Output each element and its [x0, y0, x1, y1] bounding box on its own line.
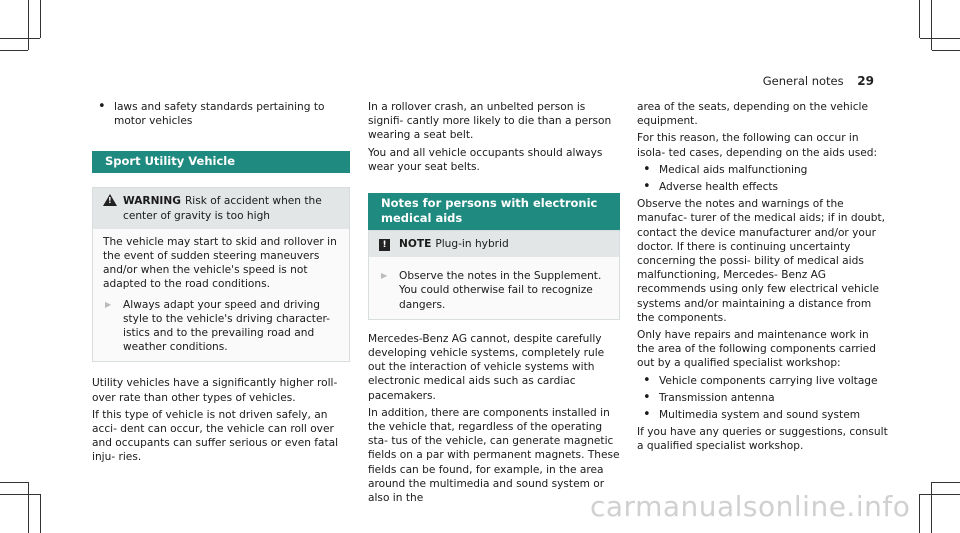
page-number: 29	[857, 74, 874, 88]
crop-mark	[931, 0, 932, 50]
paragraph: Utility vehicles have a significantly higher roll- over rate than other types of vehicles.	[92, 377, 338, 404]
section-title: Notes for persons with electronic medical aids	[368, 193, 620, 230]
note-body	[369, 257, 619, 319]
list-item: • Medical aids malfunctioning	[637, 163, 889, 177]
paragraph: Only have repairs and maintenance work in the area of the following components carried out by a qualified specialist workshop:	[637, 329, 876, 370]
list-item: • Vehicle components carrying live voltage	[637, 374, 889, 388]
note-box	[368, 230, 620, 320]
watermark: carmanualsonline.info	[590, 490, 911, 523]
paragraph: In a rollover crash, an unbelted person is signifi- cantly more likely to die than a person wearing a seat belt.	[368, 101, 612, 142]
paragraph: You and all vehicle occupants should always wear your seat belts.	[368, 146, 603, 173]
crop-mark	[28, 0, 29, 50]
crop-mark	[40, 0, 41, 38]
crop-mark	[932, 50, 960, 51]
crop-mark	[919, 494, 920, 533]
crop-mark	[932, 482, 960, 483]
section-title: Sport Utility Vehicle	[92, 151, 350, 173]
crop-mark	[0, 494, 40, 495]
note-step: ▶ Observe the notes in the Supplement. You could otherwise fail to recognize dangers.	[379, 269, 611, 312]
note-header	[369, 231, 619, 257]
crop-mark	[28, 482, 29, 533]
crop-mark	[931, 482, 932, 533]
warning-summary: Risk of accident when the center of gravity is too high	[123, 195, 322, 222]
crop-mark	[0, 482, 28, 483]
crop-mark	[920, 494, 960, 495]
list-item: • Adverse health effects	[637, 180, 889, 194]
warning-text: The vehicle may start to skid and rollover in the event of sudden steering maneuvers and/or when the vehicle's speed is not adapted to the road conditions.	[103, 235, 337, 291]
crop-mark	[920, 38, 960, 39]
note-icon: !	[379, 237, 399, 251]
list-item: • Multimedia system and sound system	[637, 408, 889, 422]
column-left	[92, 100, 350, 468]
crop-mark	[0, 38, 40, 39]
column-right	[637, 100, 889, 457]
crop-mark	[0, 50, 28, 51]
list-item: • laws and safety standards pertaining to motor vehicles	[92, 100, 350, 128]
warning-box	[92, 187, 350, 362]
warning-body	[93, 229, 349, 362]
note-summary: Plug-in hybrid	[435, 238, 509, 251]
paragraph: For this reason, the following can occur in isola- ted cases, depending on the aids used:	[637, 132, 878, 159]
page-header	[763, 74, 874, 88]
crop-mark	[40, 494, 41, 533]
warning-label: WARNING	[123, 195, 181, 208]
paragraph: In addition, there are components installed in the vehicle that, regardless of the operating sta- tus of the vehicle, can generate magnetic fields on a par with permanent magnets. These fields can be found, for example, in the area around the multimedia and sound system or also in the	[368, 406, 620, 505]
paragraph: If you have any queries or suggestions, consult a qualified specialist workshop.	[637, 426, 888, 453]
note-label: NOTE	[399, 238, 432, 251]
crop-mark	[919, 0, 920, 38]
page-title: General notes	[762, 74, 844, 88]
column-middle	[368, 100, 620, 508]
paragraph: If this type of vehicle is not driven safely, an acci- dent can occur, the vehicle can roll over and occupants can suffer serious or even fatal inju- ries.	[92, 408, 339, 464]
list-item: • Transmission antenna	[637, 391, 889, 405]
paragraph: Mercedes-Benz AG cannot, despite carefully developing vehicle systems, completely rule out the interaction of vehicle systems with electronic medical aids such as cardiac pacemakers.	[368, 332, 605, 402]
warning-header	[93, 188, 349, 228]
paragraph: area of the seats, depending on the vehicle equipment.	[637, 101, 868, 128]
paragraph: Observe the notes and warnings of the manufac- turer of the medical aids; if in doubt, contact the device manufacturer and/or your doctor. If there is continuing uncertainty concerning the possi- bility of medical aids malfunctioning, Mercedes- Benz AG recommends using only few electrical vehicle systems and/or maintaining a distance from the components.	[637, 198, 886, 324]
warning-step: ▶ Always adapt your speed and driving style to the vehicle's driving character- istics and to the prevailing road and weather conditions.	[103, 298, 341, 355]
warning-triangle-icon: !	[103, 194, 123, 210]
